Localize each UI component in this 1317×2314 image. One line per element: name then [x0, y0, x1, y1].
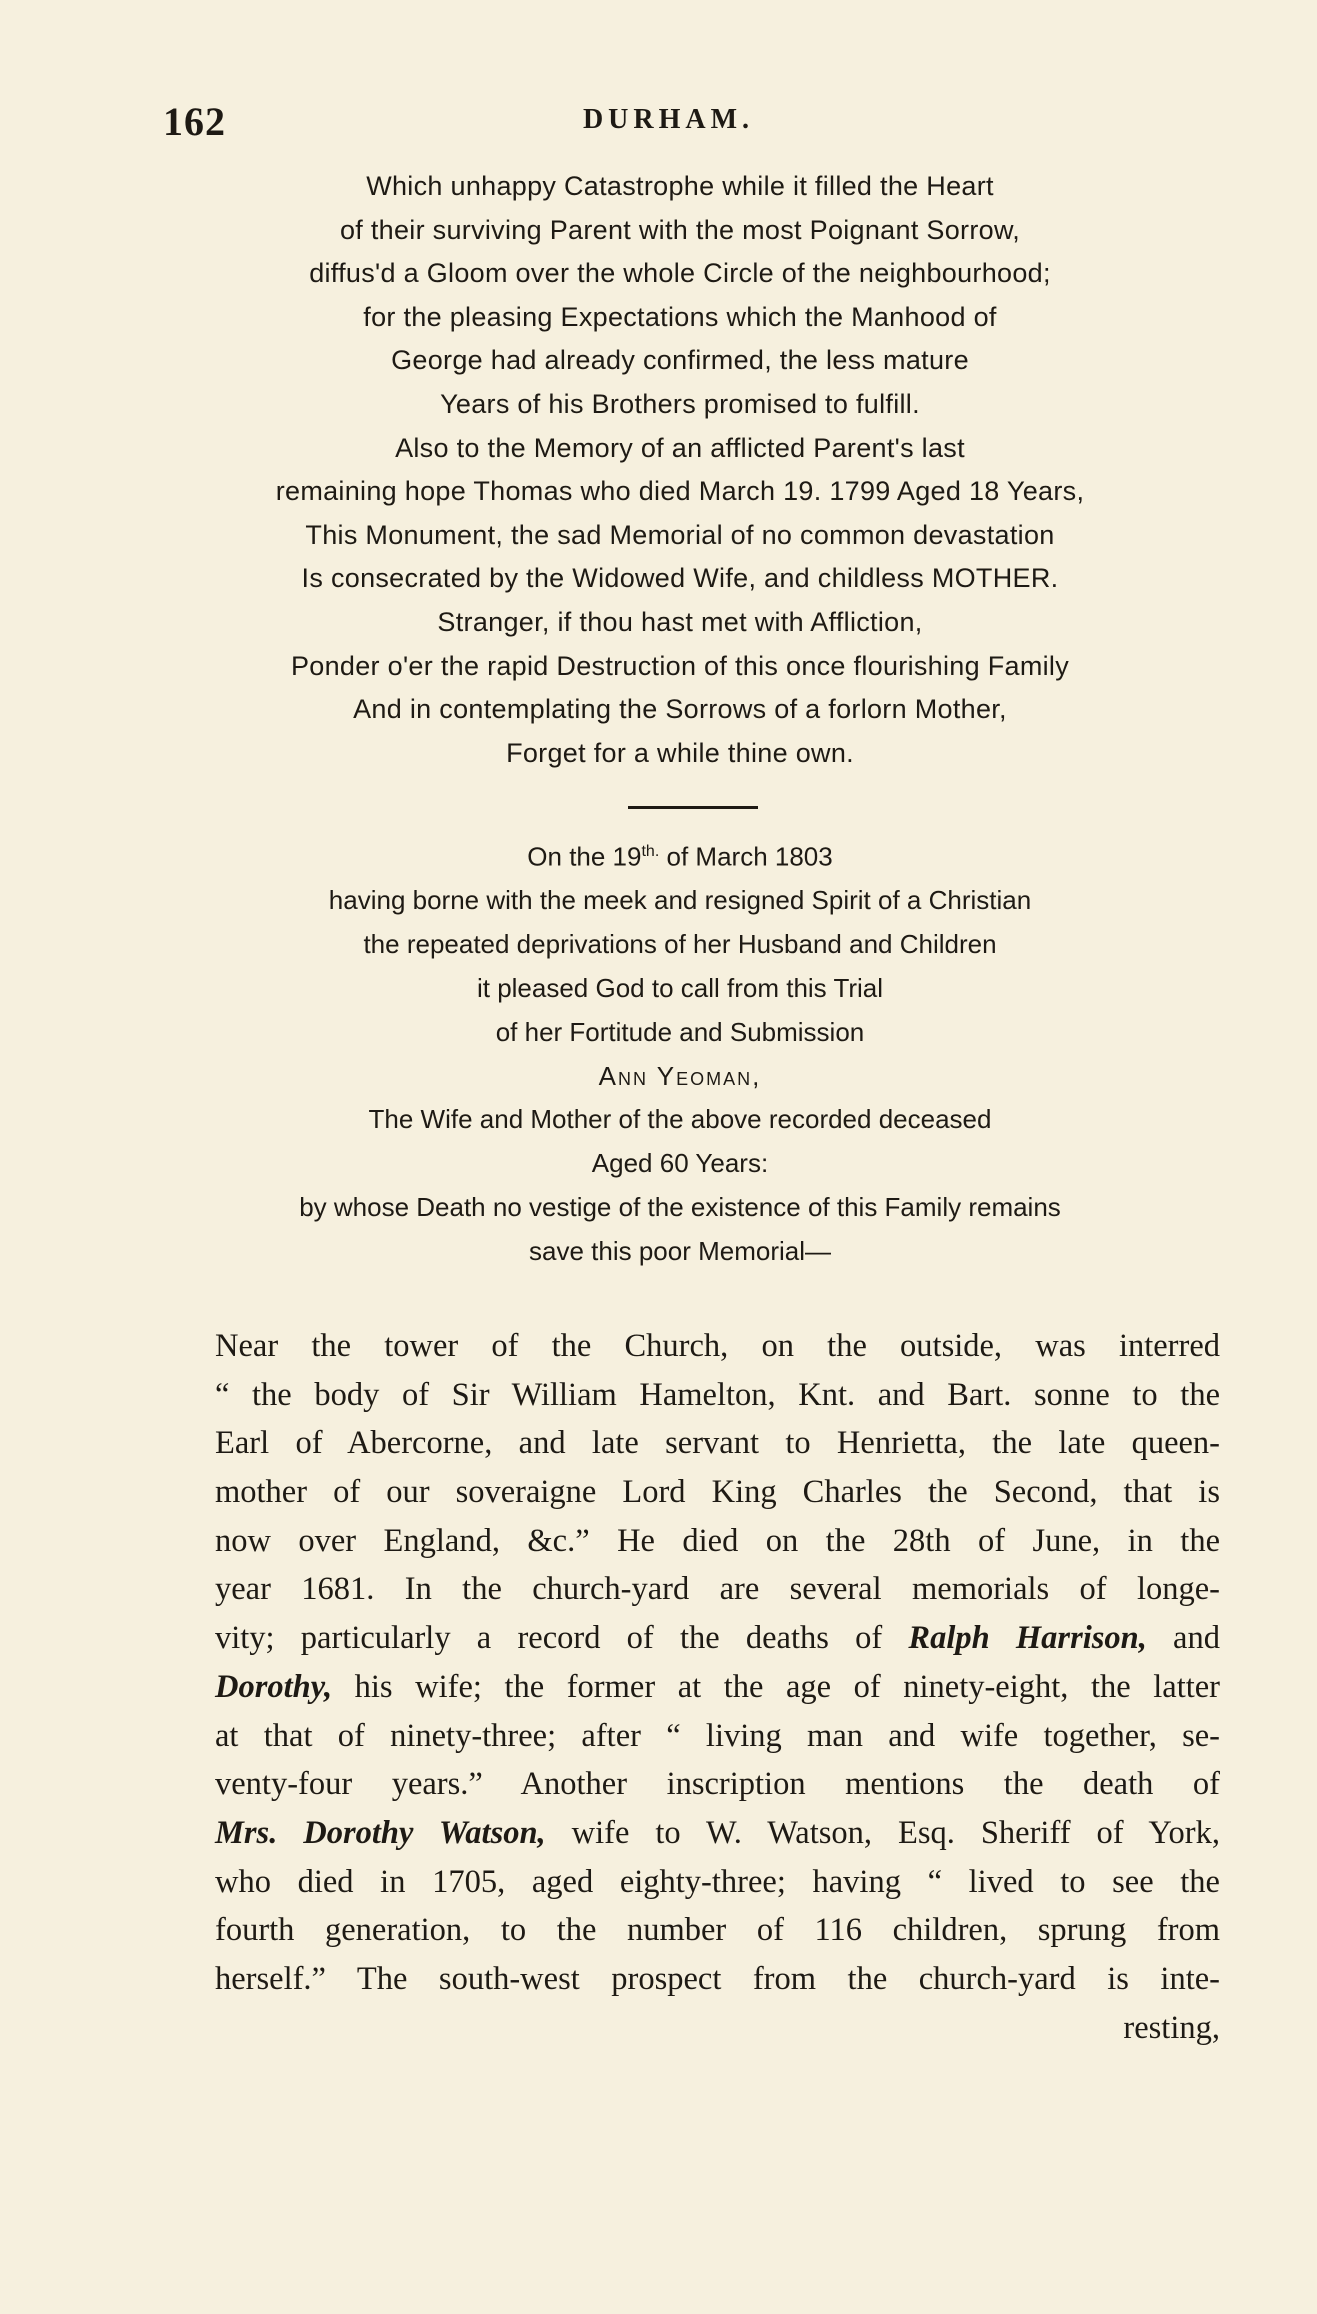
inscription-line: Also to the Memory of an afflicted Parent's last [395, 432, 965, 463]
inscription-line: Forget for a while thine own. [506, 737, 854, 768]
inscription-line: diffus'd a Gloom over the whole Circle of the neighbourhood; [309, 258, 1051, 289]
body-text-run: and [1146, 1620, 1220, 1657]
inscription-date-line [230, 830, 1130, 879]
inscription-line: the repeated deprivations of her Husband and Children [363, 929, 997, 960]
inscription-line: Ponder o'er the rapid Destruction of this once flourishing Family [290, 650, 1070, 681]
catchword: resting, [1123, 2009, 1220, 2046]
inscription-line: of their surviving Parent with the most Poignant Sorrow, [339, 214, 1021, 245]
body-line: who died in 1705, aged eighty-three; having “ lived to see the [215, 1863, 1220, 1900]
inscription-line: Aged 60 Years: [591, 1148, 769, 1179]
body-line [215, 1809, 1220, 1858]
inscription-line: Which unhappy Catastrophe while it filled the Heart [366, 171, 994, 201]
inscription-line: This Monument, the sad Memorial of no common devastation [305, 519, 1055, 550]
inscription-line: Years of his Brothers promised to fulfill. [440, 388, 920, 419]
section-divider [628, 806, 758, 809]
body-line: venty-four years.” Another inscription mentions the death of [215, 1766, 1220, 1803]
inscription-line: of her Fortitude and Submission [495, 1016, 865, 1047]
inscription-first [230, 165, 1130, 775]
inscription-second [230, 830, 1130, 1274]
person-name: Dorothy, [215, 1668, 333, 1705]
body-line [215, 1614, 1220, 1663]
ordinal-suffix: th. [641, 843, 660, 860]
date-text: On the 19 [527, 841, 642, 872]
body-line [215, 1663, 1220, 1712]
body-text-run: his wife; the former at the age of ninety-eight, the latter [332, 1668, 1220, 1705]
inscription-line: save this poor Memorial— [529, 1235, 831, 1266]
inscription-line: Is consecrated by the Widowed Wife, and childless MOTHER. [301, 563, 1059, 594]
inscription-line: it pleased God to call from this Trial [476, 973, 884, 1004]
date-text-end: of March 1803 [659, 841, 833, 872]
page-number: 162 [163, 99, 226, 144]
inscription-line: And in contemplating the Sorrows of a forlorn Mother, [353, 694, 1007, 725]
inscription-line: for the pleasing Expectations which the Manhood of [363, 301, 997, 332]
inscription-line: having borne with the meek and resigned Spirit of a Christian [328, 885, 1032, 916]
body-paragraph [215, 1322, 1220, 2052]
person-name: Ralph Harrison, [908, 1620, 1147, 1657]
inscription-line: remaining hope Thomas who died March 19. 1799 Aged 18 Years, [275, 476, 1085, 507]
body-line: “ the body of Sir William Hamelton, Knt. and Bart. sonne to the [215, 1376, 1220, 1413]
body-text-run: vity; particularly a record of the deaths of [215, 1620, 909, 1657]
running-title: DURHAM. [582, 104, 755, 135]
body-line: at that of ninety-three; after “ living man and wife together, se- [215, 1717, 1220, 1754]
body-line: Near the tower of the Church, on the outside, was interred [215, 1328, 1220, 1364]
body-line: now over England, &c.” He died on the 28th of June, in the [215, 1522, 1220, 1559]
body-line: fourth generation, to the number of 116 children, sprung from [215, 1912, 1220, 1949]
inscription-line: Stranger, if thou hast met with Affliction, [437, 606, 923, 637]
body-text-run: wife to W. Watson, Esq. Sheriff of York, [545, 1814, 1220, 1851]
body-line: herself.” The south-west prospect from the church-yard is inte- [215, 1960, 1220, 1997]
inscription-line: by whose Death no vestige of the existence of this Family remains [299, 1192, 1061, 1223]
body-line: Earl of Abercorne, and late servant to Henrietta, the late queen- [215, 1425, 1220, 1462]
inscription-name-line: Ann Yeoman, [598, 1060, 762, 1091]
body-line: year 1681. In the church-yard are several memorials of longe- [215, 1571, 1220, 1608]
inscription-line: The Wife and Mother of the above recorded deceased [368, 1104, 992, 1135]
person-name: Mrs. Dorothy Watson, [215, 1814, 546, 1851]
inscription-line: George had already confirmed, the less mature [391, 345, 969, 376]
body-line: mother of our soveraigne Lord King Charles the Second, that is [215, 1474, 1220, 1511]
